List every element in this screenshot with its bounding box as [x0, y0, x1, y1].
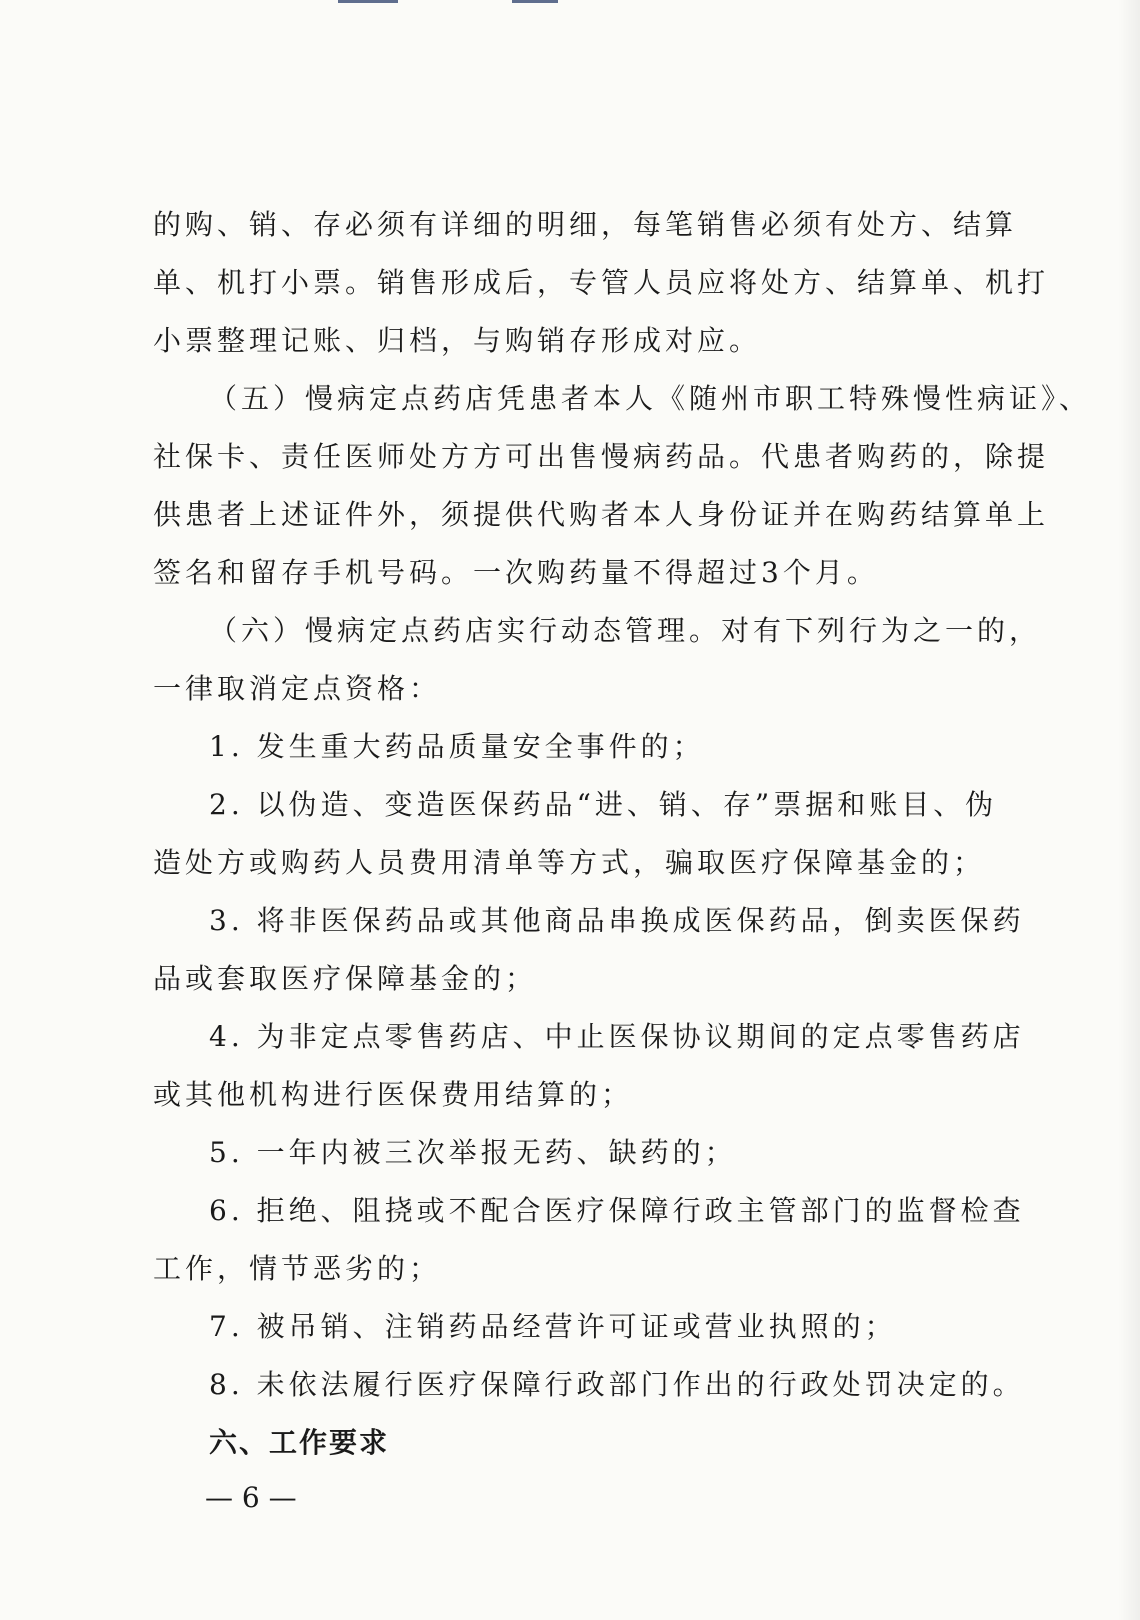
text-line: 或其他机构进行医保费用结算的； — [153, 1078, 634, 1111]
text-line: 一律取消定点资格： — [153, 672, 442, 705]
list-item-3: 3. 将非医保药品或其他商品串换成医保药品，倒卖医保药 — [209, 904, 1025, 937]
paragraph-six-start: （六）慢病定点药店实行动态管理。对有下列行为之一的， — [209, 614, 1042, 647]
section-heading: 六、工作要求 — [209, 1426, 390, 1459]
list-item-5: 5. 一年内被三次举报无药、缺药的； — [209, 1136, 737, 1169]
list-item-1: 1. 发生重大药品质量安全事件的； — [209, 730, 705, 763]
text-line: 造处方或购药人员费用清单等方式，骗取医疗保障基金的； — [153, 846, 986, 879]
text-line: 工作，情节恶劣的； — [153, 1252, 442, 1285]
text-line: 小票整理记账、归档，与购销存形成对应。 — [153, 324, 762, 357]
text-line: 单、机打小票。销售形成后，专管人员应将处方、结算单、机打 — [153, 266, 1050, 299]
list-item-8: 8. 未依法履行医疗保障行政部门作出的行政处罚决定的。 — [209, 1368, 1025, 1401]
text-line: 签名和留存手机号码。一次购药量不得超过3个月。 — [153, 556, 879, 589]
text-line: 的购、销、存必须有详细的明细，每笔销售必须有处方、结算 — [153, 208, 1018, 241]
text-line: 供患者上述证件外，须提供代购者本人身份证并在购药结算单上 — [153, 498, 1050, 531]
page-number: — 6 — — [205, 1481, 297, 1514]
document-body — [153, 196, 1092, 1472]
scan-mark — [512, 0, 558, 3]
text-line: 社保卡、责任医师处方方可出售慢病药品。代患者购药的，除提 — [153, 440, 1050, 473]
list-item-4: 4. 为非定点零售药店、中止医保协议期间的定点零售药店 — [209, 1020, 1025, 1053]
scan-mark — [338, 0, 398, 3]
text-line: 品或套取医疗保障基金的； — [153, 962, 538, 995]
list-item-2: 2. 以伪造、变造医保药品“进、销、存”票据和账目、伪 — [209, 788, 998, 821]
scan-edge-shadow — [1118, 0, 1140, 1620]
list-item-6: 6. 拒绝、阻挠或不配合医疗保障行政主管部门的监督检查 — [209, 1194, 1025, 1227]
paragraph-five-start: （五）慢病定点药店凭患者本人《随州市职工特殊慢性病证》、 — [209, 382, 1092, 415]
list-item-7: 7. 被吊销、注销药品经营许可证或营业执照的； — [209, 1310, 897, 1343]
